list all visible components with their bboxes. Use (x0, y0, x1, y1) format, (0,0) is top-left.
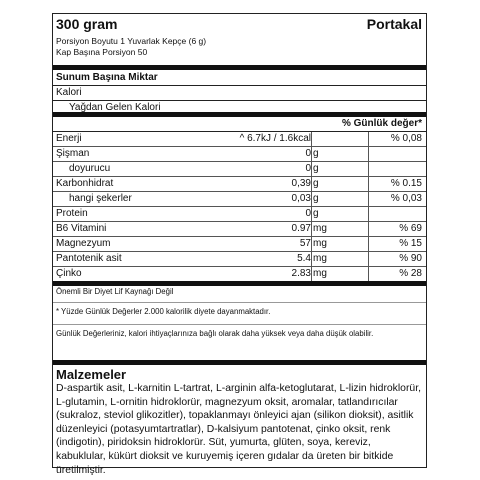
nutrient-amount: 0.97 (291, 223, 311, 234)
package-size: 300 gram (56, 16, 118, 32)
nutrient-name: Pantotenik asit (56, 253, 122, 264)
flavor: Portakal (366, 16, 422, 32)
nutrient-table (53, 132, 426, 286)
nutrient-amount: 57 (299, 238, 311, 249)
nutrient-unit: g (313, 208, 319, 219)
nutrient-row (53, 177, 426, 192)
nutrient-name: Karbonhidrat (56, 178, 114, 189)
calories-from-fat-row (53, 101, 426, 117)
nutrient-amount: ^ 6.7kJ / 1.6kcal (239, 133, 311, 144)
nutrient-unit: mg (313, 223, 327, 234)
ingredients-text: D-aspartik asit, L-karnitin L-tartrat, L-arginin alfa-ketoglutarat, L-lizin hidroklorür, L-glutamin, L-ornitin hidroklorür, magnezyum oksit, aromalar, tatlandırıcılar (sukraloz, steviol glikozitler), topaklanmayı önleyici ajan (silikon dioksit), asitlik düzenleyici (potasyumtartratlar), D-kalsiyum pantotenat, çinko oksit, renk (indigotin), piridoksin hidroklorür. Süt, yumurta, glüten, soya, kereviz, kabuklular, kükürt dioksit ve kuruyemiş içeren gıdalar da üreten bir bitkide üretilmiştir. (56, 383, 421, 476)
nutrient-daily-value: % 0,08 (390, 133, 422, 144)
column-divider (311, 177, 312, 191)
nutrient-name: Şişman (56, 148, 90, 159)
nutrient-name: doyurucu (69, 163, 111, 174)
nutrient-amount: 0 (305, 148, 311, 159)
nutrient-row (53, 192, 426, 207)
column-divider (311, 207, 312, 221)
nutrient-unit: mg (313, 253, 327, 264)
calories-row (53, 86, 426, 101)
nutrient-amount: 0,03 (291, 193, 311, 204)
percent-footnote: * Yüzde Günlük Değerler 2.000 kalorilik diyete dayanmaktadır. (53, 303, 426, 325)
nutrient-unit: mg (313, 238, 327, 249)
calories-from-fat-label: Yağdan Gelen Kalori (69, 102, 161, 113)
nutrient-name: Enerji (56, 133, 82, 144)
column-divider (311, 132, 312, 146)
column-divider (311, 267, 312, 281)
nutrient-unit: mg (313, 268, 327, 279)
nutrient-row (53, 222, 426, 237)
nutrient-daily-value: % 0,03 (390, 193, 422, 204)
label-header (53, 14, 426, 70)
nutrient-row (53, 132, 426, 147)
column-divider (311, 252, 312, 266)
nutrient-name: Protein (56, 208, 88, 219)
column-divider (311, 147, 312, 161)
nutrient-row (53, 252, 426, 267)
nutrient-amount: 0 (305, 208, 311, 219)
daily-value-header-row (53, 117, 426, 132)
column-divider (311, 222, 312, 236)
nutrient-amount: 2.83 (291, 268, 311, 279)
column-divider (368, 162, 369, 176)
column-divider (368, 132, 369, 146)
nutrient-amount: 5.4 (297, 253, 311, 264)
column-divider (368, 237, 369, 251)
nutrient-name: hangi şekerler (69, 193, 132, 204)
nutrient-row (53, 147, 426, 162)
nutrient-unit: g (313, 178, 319, 189)
nutrient-amount: 0 (305, 163, 311, 174)
daily-value-header: % Günlük değer* (341, 118, 422, 129)
nutrient-daily-value: % 90 (399, 253, 422, 264)
nutrient-row (53, 207, 426, 222)
nutrient-row (53, 267, 426, 286)
column-divider (368, 267, 369, 281)
nutrient-unit: g (313, 193, 319, 204)
column-divider (311, 162, 312, 176)
nutrient-row (53, 237, 426, 252)
needs-footnote: Günlük Değerleriniz, kalori ihtiyaçlarınıza bağlı olarak daha yüksek veya daha düşük olabilir. (53, 325, 426, 365)
amount-per-serving-label: Sunum Başına Miktar (56, 72, 158, 83)
nutrient-daily-value: % 28 (399, 268, 422, 279)
column-divider (368, 177, 369, 191)
nutrient-name: Magnezyum (56, 238, 111, 249)
nutrient-daily-value: % 15 (399, 238, 422, 249)
nutrient-amount: 0,39 (291, 178, 311, 189)
nutrient-daily-value: % 69 (399, 223, 422, 234)
column-divider (311, 192, 312, 206)
column-divider (368, 207, 369, 221)
nutrient-daily-value: % 0.15 (390, 178, 422, 189)
column-divider (368, 147, 369, 161)
nutrient-row (53, 162, 426, 177)
nutrient-name: B6 Vitamini (56, 223, 107, 234)
fiber-note: Önemli Bir Diyet Lif Kaynağı Değil (53, 286, 426, 303)
column-divider (311, 237, 312, 251)
calories-label: Kalori (56, 87, 82, 98)
nutrient-unit: g (313, 163, 319, 174)
serving-size: Porsiyon Boyutu 1 Yuvarlak Kepçe (6 g) (56, 36, 207, 46)
nutrient-unit: g (313, 148, 319, 159)
column-divider (368, 192, 369, 206)
column-divider (368, 252, 369, 266)
nutrition-facts-panel (52, 13, 427, 476)
nutrient-name: Çinko (56, 268, 82, 279)
servings-per-container: Kap Başına Porsiyon 50 (56, 47, 148, 57)
amount-per-serving-row (53, 70, 426, 86)
column-divider (368, 222, 369, 236)
ingredients-title: Malzemeler (56, 367, 127, 382)
